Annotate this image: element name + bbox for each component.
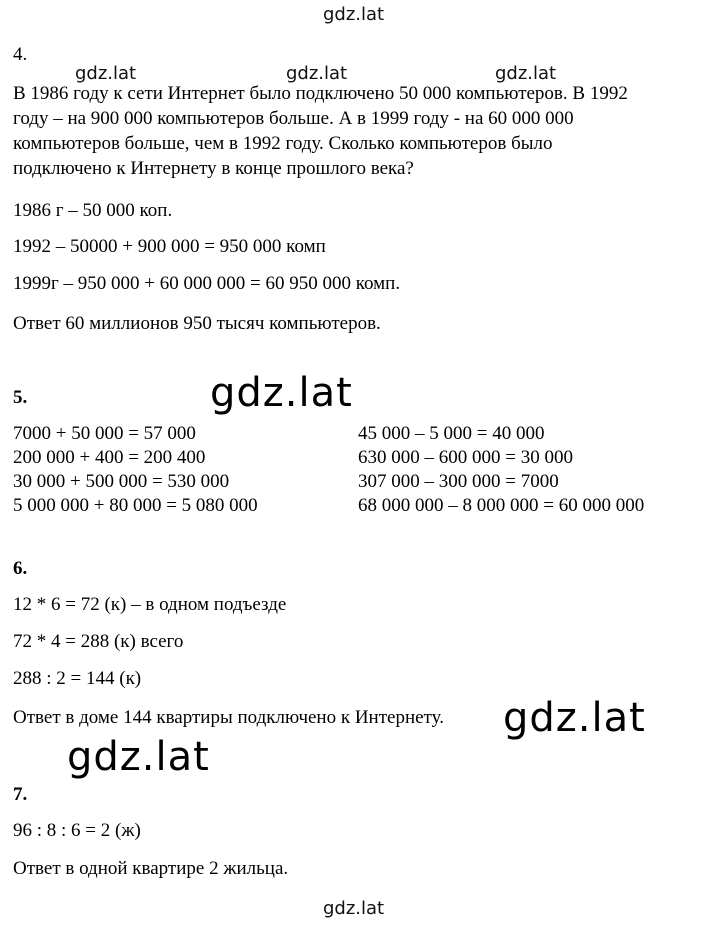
watermark-small: gdz.lat: [495, 63, 557, 84]
task-5-left-line: 5 000 000 + 80 000 = 5 080 000: [13, 495, 258, 516]
task-4-problem-line: году – на 900 000 компьютеров больше. А в 1999 году - на 60 000 000: [13, 108, 574, 129]
task-4-solution-line: 1999г – 950 000 + 60 000 000 = 60 950 000 комп.: [13, 273, 401, 294]
task-5-left-line: 200 000 + 400 = 200 400: [13, 447, 206, 468]
task-5-number: 5.: [13, 387, 28, 408]
task-5-right-line: 630 000 – 600 000 = 30 000: [358, 447, 573, 468]
watermark-small: gdz.lat: [286, 63, 348, 84]
watermark-bottom: gdz.lat: [323, 898, 385, 919]
task-6-answer: Ответ в доме 144 квартиры подключено к Интернету.: [13, 707, 444, 728]
task-4-problem-line: В 1986 году к сети Интернет было подключено 50 000 компьютеров. В 1992: [13, 83, 628, 104]
watermark-top: gdz.lat: [323, 4, 385, 25]
task-5-right-line: 68 000 000 – 8 000 000 = 60 000 000: [358, 495, 645, 516]
task-6-number: 6.: [13, 558, 28, 579]
task-7-answer: Ответ в одной квартире 2 жильца.: [13, 858, 289, 879]
watermark-large: gdz.lat: [503, 695, 646, 741]
task-6-line: 288 : 2 = 144 (к): [13, 668, 142, 689]
task-4-problem-line: компьютеров больше, чем в 1992 году. Сколько компьютеров было: [13, 133, 553, 154]
task-6-line: 72 * 4 = 288 (к) всего: [13, 631, 184, 652]
task-4-number: 4.: [13, 44, 28, 65]
task-7-number: 7.: [13, 784, 28, 805]
task-5-right-line: 307 000 – 300 000 = 7000: [358, 471, 559, 492]
watermark-large: gdz.lat: [210, 370, 353, 416]
task-4-problem-line: подключено к Интернету в конце прошлого века?: [13, 158, 414, 179]
task-7-line: 96 : 8 : 6 = 2 (ж): [13, 820, 141, 841]
task-5-left-line: 7000 + 50 000 = 57 000: [13, 423, 196, 444]
watermark-large: gdz.lat: [67, 734, 210, 780]
task-4-answer: Ответ 60 миллионов 950 тысяч компьютеров.: [13, 313, 381, 334]
task-6-line: 12 * 6 = 72 (к) – в одном подъезде: [13, 594, 287, 615]
watermark-small: gdz.lat: [75, 63, 137, 84]
task-5-right-line: 45 000 – 5 000 = 40 000: [358, 423, 545, 444]
task-5-left-line: 30 000 + 500 000 = 530 000: [13, 471, 230, 492]
task-4-solution-line: 1986 г – 50 000 коп.: [13, 200, 173, 221]
task-4-solution-line: 1992 – 50000 + 900 000 = 950 000 комп: [13, 236, 326, 257]
